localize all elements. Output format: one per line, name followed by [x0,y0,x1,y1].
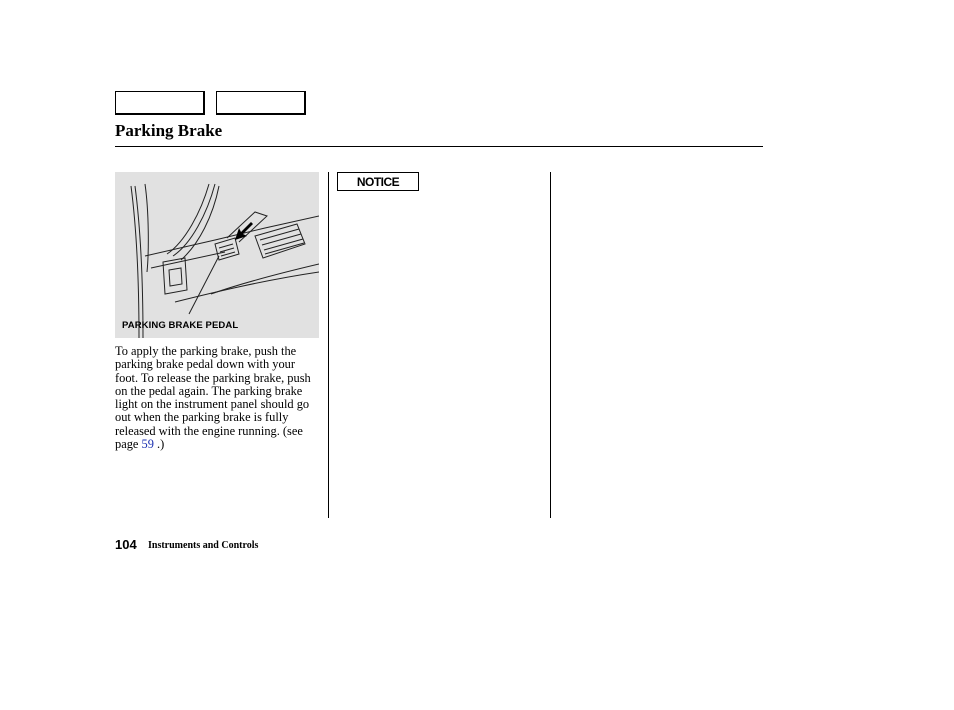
section-name: Instruments and Controls [148,540,259,551]
nav-button-left[interactable] [115,91,205,115]
column-divider [550,172,551,518]
page-title: Parking Brake [115,121,223,140]
page-reference-link[interactable]: 59 [141,437,154,452]
nav-button-right[interactable] [216,91,306,115]
parking-brake-illustration [115,172,319,338]
pedal-drawing [115,172,319,338]
notice-label: NOTICE [337,172,419,191]
instructions-paragraph [115,345,320,451]
column-divider [328,172,329,518]
title-rule [115,146,763,147]
paragraph-end: .) [153,437,165,452]
page-number: 104 [115,537,137,552]
figure-caption: PARKING BRAKE PEDAL [122,320,239,331]
paragraph-text: To apply the parking brake, push the parking brake pedal down with your foot. To release the parking brake, push on the pedal again. The parking brake light on the instrument panel should go out when the parking brake is fully released with the engine running. (see page [115,344,311,452]
